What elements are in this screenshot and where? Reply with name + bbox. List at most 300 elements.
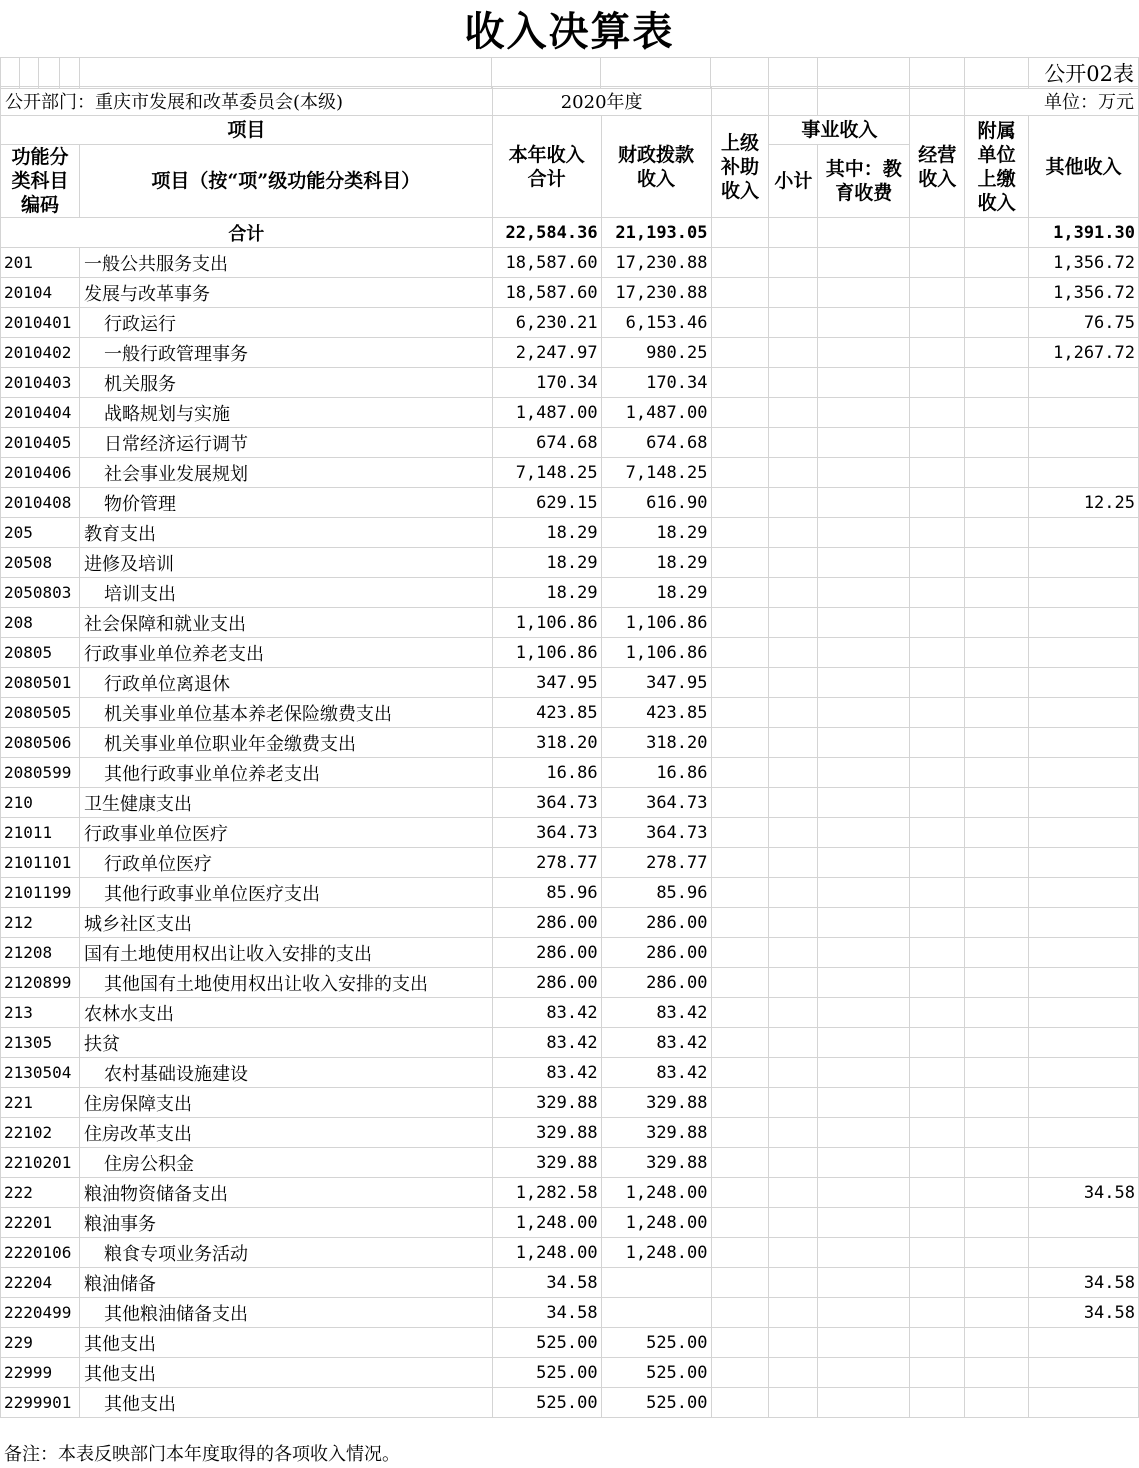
row-name: 物价管理 <box>79 488 492 518</box>
row-affiliated <box>965 338 1029 368</box>
table-row <box>1 458 1139 488</box>
row-name: 日常经济运行调节 <box>79 428 492 458</box>
row-code: 201 <box>1 248 80 278</box>
row-fiscal: 18.29 <box>601 548 711 578</box>
row-code: 20508 <box>1 548 80 578</box>
row-other <box>1029 638 1139 668</box>
row-total: 83.42 <box>492 1058 601 1088</box>
row-operating <box>910 1028 965 1058</box>
row-other <box>1029 1148 1139 1178</box>
table-row <box>1 338 1139 368</box>
row-code: 2220499 <box>1 1298 80 1328</box>
row-other <box>1029 518 1139 548</box>
row-other <box>1029 758 1139 788</box>
row-other <box>1029 818 1139 848</box>
row-fiscal: 18.29 <box>601 518 711 548</box>
row-edu <box>818 1298 910 1328</box>
row-other: 34.58 <box>1029 1268 1139 1298</box>
row-fiscal: 525.00 <box>601 1388 711 1418</box>
row-affiliated <box>965 668 1029 698</box>
row-affiliated <box>965 938 1029 968</box>
row-subtotal <box>769 518 818 548</box>
row-operating <box>910 308 965 338</box>
row-code: 229 <box>1 1328 80 1358</box>
row-superior <box>711 1058 769 1088</box>
row-total: 329.88 <box>492 1148 601 1178</box>
table-row <box>1 1298 1139 1328</box>
row-superior <box>711 758 769 788</box>
row-subtotal <box>769 248 818 278</box>
row-total: 1,106.86 <box>492 608 601 638</box>
row-name: 其他支出 <box>79 1388 492 1418</box>
table-row <box>1 638 1139 668</box>
row-fiscal: 525.00 <box>601 1328 711 1358</box>
row-subtotal <box>769 428 818 458</box>
row-total: 1,487.00 <box>492 398 601 428</box>
row-affiliated <box>965 728 1029 758</box>
row-subtotal <box>769 998 818 1028</box>
row-code: 2010402 <box>1 338 80 368</box>
row-edu <box>818 638 910 668</box>
row-subtotal <box>769 1328 818 1358</box>
row-subtotal <box>769 308 818 338</box>
row-subtotal <box>769 368 818 398</box>
row-total: 318.20 <box>492 728 601 758</box>
row-subtotal <box>769 338 818 368</box>
row-total: 1,248.00 <box>492 1208 601 1238</box>
total-label: 合计 <box>1 218 493 248</box>
row-superior <box>711 908 769 938</box>
row-code: 2210201 <box>1 1148 80 1178</box>
row-affiliated <box>965 758 1029 788</box>
row-superior <box>711 1298 769 1328</box>
row-superior <box>711 848 769 878</box>
row-superior <box>711 818 769 848</box>
row-subtotal <box>769 668 818 698</box>
row-other <box>1029 398 1139 428</box>
row-affiliated <box>965 368 1029 398</box>
row-affiliated <box>965 308 1029 338</box>
row-edu <box>818 278 910 308</box>
row-name: 国有土地使用权出让收入安排的支出 <box>79 938 492 968</box>
row-edu <box>818 1028 910 1058</box>
table-row <box>1 248 1139 278</box>
row-total: 18.29 <box>492 518 601 548</box>
table-row <box>1 548 1139 578</box>
row-superior <box>711 518 769 548</box>
row-other <box>1029 728 1139 758</box>
unit-label: 单位：万元 <box>965 87 1139 116</box>
row-fiscal: 329.88 <box>601 1118 711 1148</box>
row-code: 2010401 <box>1 308 80 338</box>
row-operating <box>910 1298 965 1328</box>
row-other: 76.75 <box>1029 308 1139 338</box>
row-edu <box>818 548 910 578</box>
row-subtotal <box>769 1058 818 1088</box>
row-name: 其他粮油储备支出 <box>79 1298 492 1328</box>
row-operating <box>910 1148 965 1178</box>
row-subtotal <box>769 458 818 488</box>
row-total: 34.58 <box>492 1268 601 1298</box>
row-fiscal: 85.96 <box>601 878 711 908</box>
row-name: 机关事业单位职业年金缴费支出 <box>79 728 492 758</box>
row-edu <box>818 1268 910 1298</box>
row-code: 2080501 <box>1 668 80 698</box>
row-subtotal <box>769 1118 818 1148</box>
form-number: 公开02表 <box>1029 58 1139 89</box>
table-row <box>1 1388 1139 1418</box>
row-subtotal <box>769 1298 818 1328</box>
row-superior <box>711 698 769 728</box>
row-edu <box>818 428 910 458</box>
row-affiliated <box>965 1028 1029 1058</box>
department-row <box>0 86 1139 116</box>
row-subtotal <box>769 788 818 818</box>
row-code: 2120899 <box>1 968 80 998</box>
table-row <box>1 818 1139 848</box>
table-row <box>1 668 1139 698</box>
table-row <box>1 368 1139 398</box>
header-affiliated: 附属单位上缴收入 <box>965 116 1029 218</box>
row-operating <box>910 698 965 728</box>
row-fiscal: 525.00 <box>601 1358 711 1388</box>
row-edu <box>818 1178 910 1208</box>
row-subtotal <box>769 908 818 938</box>
row-affiliated <box>965 848 1029 878</box>
row-superior <box>711 1388 769 1418</box>
table-row <box>1 908 1139 938</box>
row-fiscal: 1,106.86 <box>601 638 711 668</box>
row-fiscal: 347.95 <box>601 668 711 698</box>
row-edu <box>818 608 910 638</box>
table-row <box>1 758 1139 788</box>
row-fiscal: 318.20 <box>601 728 711 758</box>
table-row <box>1 998 1139 1028</box>
row-operating <box>910 578 965 608</box>
row-fiscal: 1,487.00 <box>601 398 711 428</box>
row-total: 364.73 <box>492 818 601 848</box>
row-operating <box>910 548 965 578</box>
row-name: 粮油物资储备支出 <box>79 1178 492 1208</box>
row-name: 粮油事务 <box>79 1208 492 1238</box>
header-code: 功能分类科目编码 <box>1 145 80 218</box>
row-fiscal: 83.42 <box>601 998 711 1028</box>
row-name: 机关服务 <box>79 368 492 398</box>
row-operating <box>910 968 965 998</box>
row-superior <box>711 668 769 698</box>
row-code: 22102 <box>1 1118 80 1148</box>
row-edu <box>818 758 910 788</box>
row-superior <box>711 428 769 458</box>
table-row <box>1 1088 1139 1118</box>
row-code: 221 <box>1 1088 80 1118</box>
row-superior <box>711 488 769 518</box>
row-subtotal <box>769 608 818 638</box>
row-affiliated <box>965 428 1029 458</box>
row-total: 83.42 <box>492 998 601 1028</box>
row-name: 机关事业单位基本养老保险缴费支出 <box>79 698 492 728</box>
year-label: 2020年度 <box>492 87 711 116</box>
row-subtotal <box>769 1178 818 1208</box>
row-edu <box>818 518 910 548</box>
row-name: 社会保障和就业支出 <box>79 608 492 638</box>
row-name: 行政事业单位医疗 <box>79 818 492 848</box>
row-name: 社会事业发展规划 <box>79 458 492 488</box>
row-other <box>1029 1118 1139 1148</box>
row-subtotal <box>769 1268 818 1298</box>
row-edu <box>818 998 910 1028</box>
table-row <box>1 518 1139 548</box>
row-name: 粮油储备 <box>79 1268 492 1298</box>
row-other <box>1029 938 1139 968</box>
form-number-row <box>0 57 1139 89</box>
row-fiscal: 364.73 <box>601 788 711 818</box>
row-code: 21305 <box>1 1028 80 1058</box>
row-total: 674.68 <box>492 428 601 458</box>
row-edu <box>818 968 910 998</box>
row-total: 525.00 <box>492 1388 601 1418</box>
row-fiscal: 7,148.25 <box>601 458 711 488</box>
row-affiliated <box>965 1268 1029 1298</box>
table-row <box>1 1238 1139 1268</box>
row-affiliated <box>965 788 1029 818</box>
row-operating <box>910 488 965 518</box>
header-superior: 上级补助收入 <box>711 116 769 218</box>
table-row <box>1 788 1139 818</box>
row-other <box>1029 848 1139 878</box>
row-total: 525.00 <box>492 1328 601 1358</box>
row-other: 1,356.72 <box>1029 278 1139 308</box>
row-edu <box>818 1088 910 1118</box>
row-affiliated <box>965 548 1029 578</box>
row-operating <box>910 518 965 548</box>
row-affiliated <box>965 878 1029 908</box>
row-other <box>1029 788 1139 818</box>
row-total: 278.77 <box>492 848 601 878</box>
row-total: 18,587.60 <box>492 248 601 278</box>
row-edu <box>818 248 910 278</box>
row-operating <box>910 1238 965 1268</box>
row-fiscal: 170.34 <box>601 368 711 398</box>
row-operating <box>910 608 965 638</box>
row-affiliated <box>965 578 1029 608</box>
row-operating <box>910 1118 965 1148</box>
row-operating <box>910 908 965 938</box>
row-subtotal <box>769 578 818 608</box>
table-row <box>1 1118 1139 1148</box>
row-total: 18,587.60 <box>492 278 601 308</box>
row-edu <box>818 1118 910 1148</box>
row-code: 2101101 <box>1 848 80 878</box>
row-edu <box>818 818 910 848</box>
row-total: 1,106.86 <box>492 638 601 668</box>
row-superior <box>711 638 769 668</box>
table-row <box>1 488 1139 518</box>
row-operating <box>910 1268 965 1298</box>
row-name: 其他支出 <box>79 1358 492 1388</box>
row-affiliated <box>965 608 1029 638</box>
row-code: 2010404 <box>1 398 80 428</box>
row-subtotal <box>769 398 818 428</box>
row-other: 1,267.72 <box>1029 338 1139 368</box>
row-name: 教育支出 <box>79 518 492 548</box>
row-operating <box>910 1328 965 1358</box>
row-code: 2130504 <box>1 1058 80 1088</box>
row-superior <box>711 398 769 428</box>
row-superior <box>711 608 769 638</box>
footnote: 备注：本表反映部门本年度取得的各项收入情况。 <box>4 1444 400 1465</box>
row-other <box>1029 908 1139 938</box>
row-fiscal: 1,248.00 <box>601 1238 711 1268</box>
row-operating <box>910 1388 965 1418</box>
row-code: 222 <box>1 1178 80 1208</box>
row-operating <box>910 1208 965 1238</box>
row-affiliated <box>965 638 1029 668</box>
row-edu <box>818 848 910 878</box>
row-subtotal <box>769 938 818 968</box>
row-superior <box>711 368 769 398</box>
row-operating <box>910 338 965 368</box>
row-edu <box>818 1208 910 1238</box>
row-fiscal: 616.90 <box>601 488 711 518</box>
row-superior <box>711 278 769 308</box>
row-name: 进修及培训 <box>79 548 492 578</box>
row-affiliated <box>965 1118 1029 1148</box>
row-total: 7,148.25 <box>492 458 601 488</box>
row-other: 12.25 <box>1029 488 1139 518</box>
row-code: 208 <box>1 608 80 638</box>
row-total: 6,230.21 <box>492 308 601 338</box>
row-superior <box>711 548 769 578</box>
row-subtotal <box>769 638 818 668</box>
row-affiliated <box>965 1208 1029 1238</box>
row-fiscal: 83.42 <box>601 1028 711 1058</box>
row-superior <box>711 878 769 908</box>
row-code: 2220106 <box>1 1238 80 1268</box>
row-superior <box>711 338 769 368</box>
row-fiscal: 18.29 <box>601 578 711 608</box>
row-edu <box>818 1358 910 1388</box>
row-subtotal <box>769 488 818 518</box>
row-total: 18.29 <box>492 548 601 578</box>
table-row <box>1 848 1139 878</box>
row-code: 2080599 <box>1 758 80 788</box>
row-affiliated <box>965 698 1029 728</box>
row-total: 329.88 <box>492 1118 601 1148</box>
row-code: 21011 <box>1 818 80 848</box>
row-superior <box>711 578 769 608</box>
row-affiliated <box>965 1388 1029 1418</box>
row-fiscal: 286.00 <box>601 938 711 968</box>
row-name: 一般行政管理事务 <box>79 338 492 368</box>
table-row <box>1 1358 1139 1388</box>
row-other: 1,356.72 <box>1029 248 1139 278</box>
row-affiliated <box>965 818 1029 848</box>
row-subtotal <box>769 848 818 878</box>
row-superior <box>711 1028 769 1058</box>
row-superior <box>711 1118 769 1148</box>
table-row <box>1 728 1139 758</box>
row-affiliated <box>965 1298 1029 1328</box>
row-edu <box>818 1148 910 1178</box>
row-edu <box>818 698 910 728</box>
table-row <box>1 578 1139 608</box>
row-total: 423.85 <box>492 698 601 728</box>
row-affiliated <box>965 1148 1029 1178</box>
row-name: 其他行政事业单位医疗支出 <box>79 878 492 908</box>
row-superior <box>711 938 769 968</box>
row-other <box>1029 1238 1139 1268</box>
row-name: 扶贫 <box>79 1028 492 1058</box>
row-other <box>1029 608 1139 638</box>
row-superior <box>711 1238 769 1268</box>
row-subtotal <box>769 968 818 998</box>
row-operating <box>910 788 965 818</box>
row-code: 22204 <box>1 1268 80 1298</box>
row-name: 卫生健康支出 <box>79 788 492 818</box>
row-edu <box>818 398 910 428</box>
row-fiscal: 286.00 <box>601 908 711 938</box>
row-other <box>1029 458 1139 488</box>
row-operating <box>910 638 965 668</box>
row-edu <box>818 878 910 908</box>
row-superior <box>711 308 769 338</box>
row-subtotal <box>769 1358 818 1388</box>
row-other <box>1029 1358 1139 1388</box>
header-total: 本年收入合计 <box>492 116 601 218</box>
row-operating <box>910 758 965 788</box>
row-other <box>1029 1058 1139 1088</box>
row-operating <box>910 368 965 398</box>
table-row <box>1 1028 1139 1058</box>
row-code: 2299901 <box>1 1388 80 1418</box>
row-fiscal: 6,153.46 <box>601 308 711 338</box>
row-affiliated <box>965 1238 1029 1268</box>
row-other <box>1029 1388 1139 1418</box>
row-name: 行政事业单位养老支出 <box>79 638 492 668</box>
table-row <box>1 308 1139 338</box>
row-other <box>1029 578 1139 608</box>
table-row <box>1 878 1139 908</box>
row-subtotal <box>769 878 818 908</box>
row-edu <box>818 728 910 758</box>
row-superior <box>711 998 769 1028</box>
row-fiscal: 16.86 <box>601 758 711 788</box>
row-superior <box>711 1328 769 1358</box>
row-fiscal <box>601 1298 711 1328</box>
row-code: 2080506 <box>1 728 80 758</box>
total-fiscal: 21,193.05 <box>601 218 711 248</box>
row-other <box>1029 1208 1139 1238</box>
row-edu <box>818 368 910 398</box>
row-superior <box>711 1208 769 1238</box>
header-subtotal: 小计 <box>769 145 818 218</box>
row-subtotal <box>769 1238 818 1268</box>
row-total: 18.29 <box>492 578 601 608</box>
row-edu <box>818 1328 910 1358</box>
row-fiscal: 980.25 <box>601 338 711 368</box>
row-affiliated <box>965 398 1029 428</box>
row-name: 其他支出 <box>79 1328 492 1358</box>
row-subtotal <box>769 698 818 728</box>
row-affiliated <box>965 248 1029 278</box>
row-edu <box>818 1058 910 1088</box>
row-other: 34.58 <box>1029 1178 1139 1208</box>
row-operating <box>910 848 965 878</box>
row-total: 347.95 <box>492 668 601 698</box>
row-affiliated <box>965 1328 1029 1358</box>
row-affiliated <box>965 908 1029 938</box>
